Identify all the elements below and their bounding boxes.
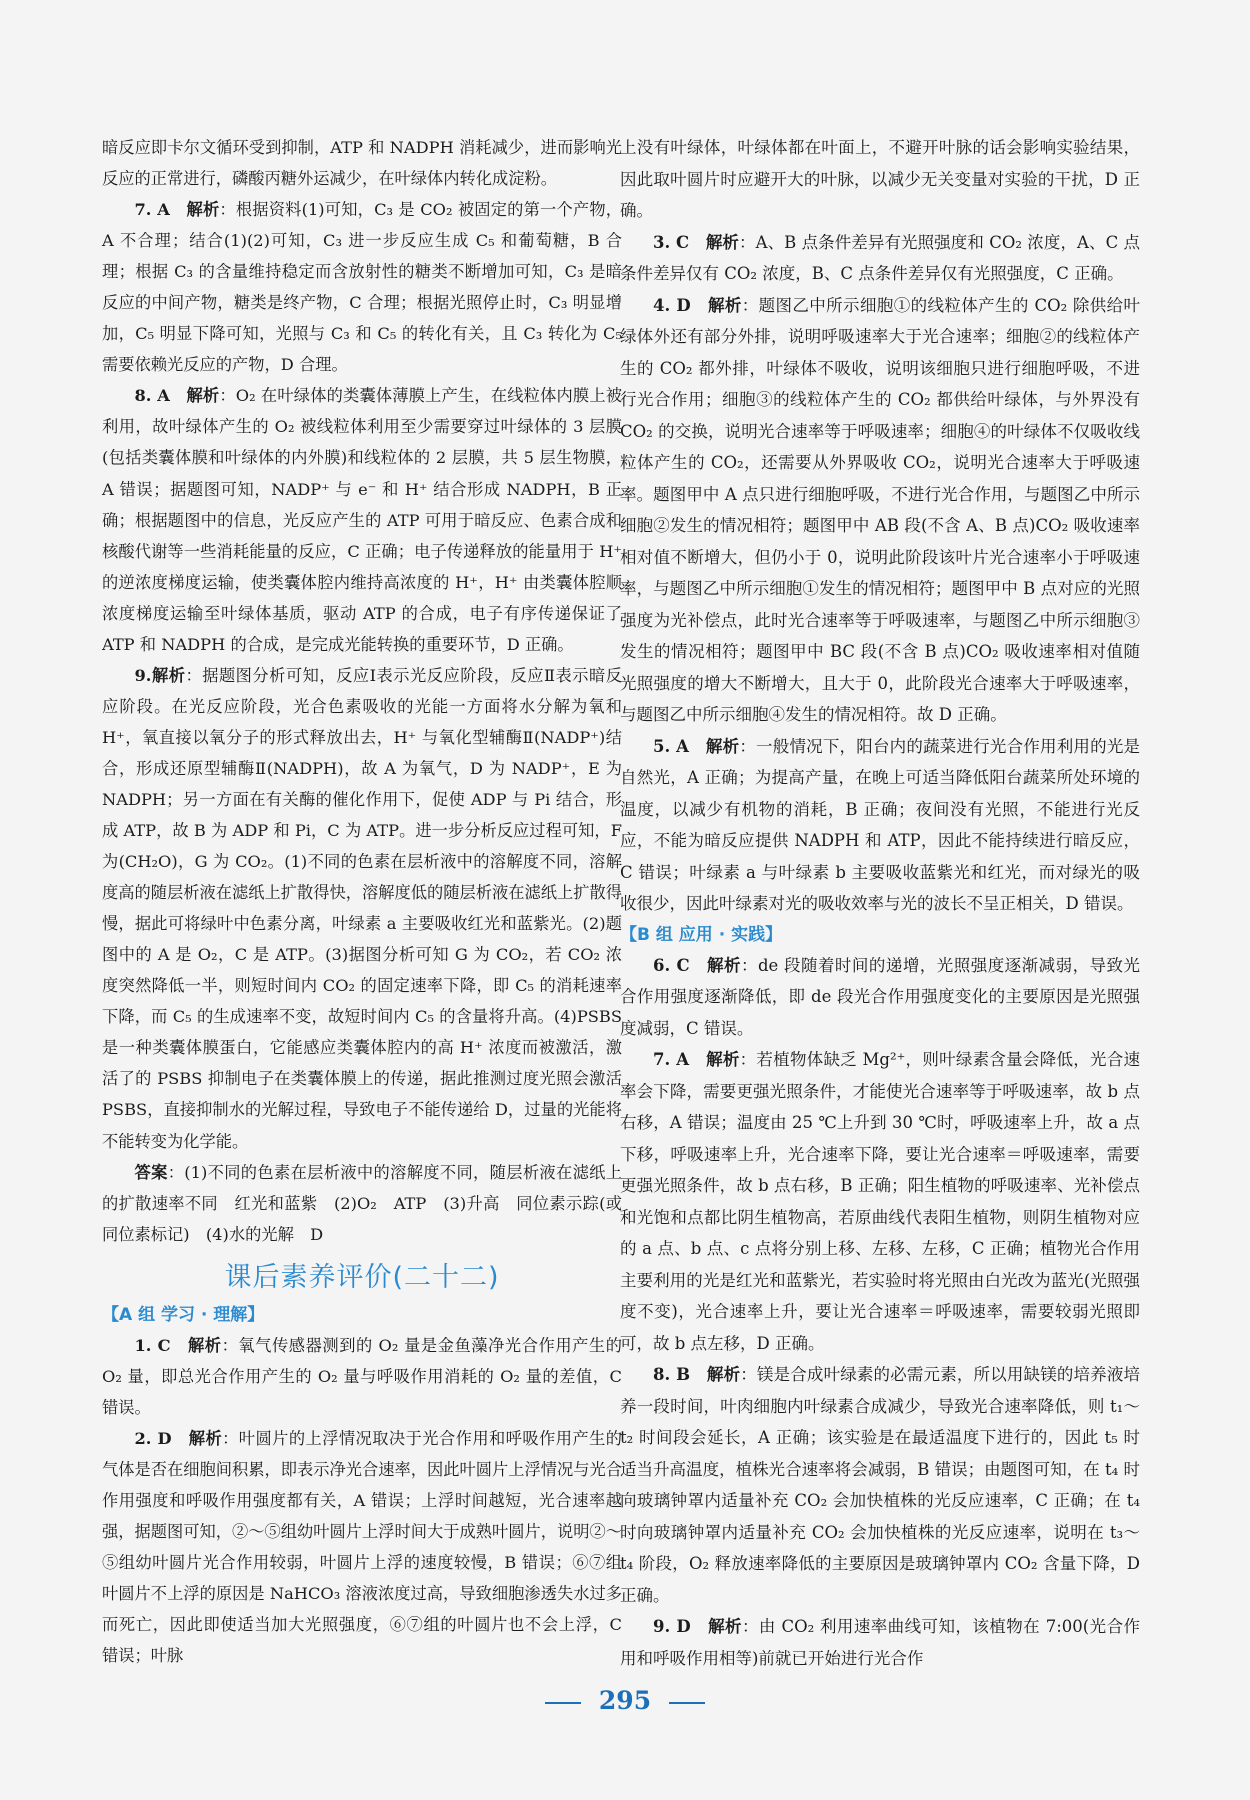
question-number: 9. bbox=[134, 665, 152, 685]
answer-a5 bbox=[620, 731, 1140, 920]
answer-b9 bbox=[620, 1611, 1140, 1674]
answer-8 bbox=[102, 380, 622, 659]
paragraph: 暗反应即卡尔文循环受到抑制，ATP 和 NADPH 消耗减少，进而影响光反应的正常进行，磷酸丙糖外运减少，在叶绿体内转化成淀粉。 bbox=[102, 138, 622, 189]
group-heading-text: B 组 应用 · 实践 bbox=[637, 924, 766, 945]
analysis-label: 解析 bbox=[708, 1617, 742, 1636]
page-number-dash bbox=[669, 1702, 705, 1704]
analysis-label: 解析 bbox=[186, 200, 220, 220]
answer-a4 bbox=[620, 290, 1140, 731]
group-heading-b: 【B 组 应用 · 实践】 bbox=[620, 924, 783, 945]
analysis-text: ：若植物体缺乏 Mg²⁺，则叶绿素含量会降低，光合速率会下降，需要更强光照条件，才能使光合速率等于呼吸速率，故 b 点右移，A 错误；温度由 25 ℃上升到 30 ℃时，呼吸速率上升，故 a 点下移，呼吸速率上升，光合速率下降，要让光合速率＝呼吸速率，需要更强光照条件，故 b 点右移，B 正确；阳生植物的呼吸速率、光补偿点和光饱和点都比阴生植物高，若原曲线代表阳生植物，则阴生植物对应的 a 点、b 点、c 点将分别上移、左移、左移，C 正确；植物光合作用主要利用的光是红光和蓝紫光，若实验时将光照由白光改为蓝光(光照强度不变)，光合速率上升，要让光合速率＝呼吸速率，需要较弱光照即可，故 b 点左移，D 正确。 bbox=[620, 1050, 1141, 1353]
question-number: 7. A bbox=[653, 1050, 690, 1069]
section-title: 课后素养评价(二十二) bbox=[224, 1261, 500, 1293]
analysis-label: 解析 bbox=[706, 1050, 740, 1069]
analysis-label: 解析 bbox=[188, 1428, 223, 1448]
question-number: 2. D bbox=[134, 1428, 172, 1448]
question-number: 8. B bbox=[653, 1365, 691, 1384]
analysis-label: 解析 bbox=[706, 1365, 741, 1384]
question-number: 9. D bbox=[653, 1617, 691, 1636]
analysis-label: 解析 bbox=[186, 386, 220, 406]
answer-7 bbox=[102, 194, 622, 380]
analysis-text: ：据题图分析可知，反应Ⅰ表示光反应阶段，反应Ⅱ表示暗反应阶段。在光反应阶段，光合色素吸收的光能一方面将水分解为氧和 H⁺，氧直接以氧分子的形式释放出去，H⁺ 与氧化型辅酶Ⅱ(NADP⁺)结合，形成还原型辅酶Ⅱ(NADPH)，故 A 为氧气，D 为 NADP⁺，E 为 NADPH；另一方面在有关酶的催化作用下，促使 ADP 与 Pi 结合，形成 ATP，故 B 为 ADP 和 Pi，C 为 ATP。进一步分析反应过程可知，F 为(CH₂O)，G 为 CO₂。(1)不同的色素在层析液中的溶解度不同，溶解度高的随层析液在滤纸上扩散得快，溶解度低的随层析液在滤纸上扩散得慢，据此可将绿叶中色素分离，叶绿素 a 主要吸收红光和蓝紫光。(2)题图中的 A 是 O₂，C 是 ATP。(3)据图分析可知 G 为 CO₂，若 CO₂ 浓度突然降低一半，则短时间内 CO₂ 的固定速率下降，即 C₅ 的消耗速率下降，而 C₅ 的生成速率不变，故短时间内 C₅ 的含量将升高。(4)PSBS 是一种类囊体膜蛋白，它能感应类囊体腔内的高 H⁺ 浓度而被激活，激活了的 PSBS 抑制电子在类囊体膜上的传递，据此推测过度光照会激活 PSBS，直接抑制水的光解过程，导致电子不能传递给 D，过量的光能将不能转变为化学能。 bbox=[102, 665, 622, 1151]
analysis-text: ：de 段随着时间的递增，光照强度逐渐减弱，导致光合作用强度逐渐降低，即 de 段光合作用强度变化的主要原因是光照强度减弱，C 错误。 bbox=[620, 955, 1140, 1038]
analysis-label: 解析 bbox=[705, 232, 739, 252]
page-number-text: 295 bbox=[598, 1686, 652, 1715]
question-number: 8. A bbox=[134, 386, 170, 406]
page-number-dash bbox=[545, 1702, 581, 1704]
answer-label: 答案 bbox=[134, 1162, 168, 1182]
analysis-label: 解析 bbox=[707, 295, 742, 315]
answer-b8 bbox=[620, 1359, 1140, 1611]
analysis-text: ：根据资料(1)可知，C₃ 是 CO₂ 被固定的第一个产物，A 不合理；结合(1)(2)可知，C₃ 进一步反应生成 C₅ 和葡萄糖，B 合理；根据 C₃ 的含量维持稳定而含放射性的糖类不断增加可知，C₃ 是暗反应的中间产物，糖类是终产物，C 合理；根据光照停止时，C₃ 明显增加，C₅ 明显下降可知，光照与 C₃ 和 C₅ 的转化有关，且 C₃ 转化为 C₅ 需要依赖光反应的产物，D 合理。 bbox=[102, 200, 623, 375]
question-number: 3. C bbox=[653, 232, 690, 252]
question-number: 1. C bbox=[134, 1335, 171, 1355]
group-heading-a: 【A 组 学习 · 理解】 bbox=[102, 1304, 265, 1325]
answer-a1 bbox=[102, 1330, 622, 1423]
question-number: 7. A bbox=[134, 200, 170, 220]
analysis-text: ：叶圆片的上浮情况取决于光合作用和呼吸作用产生的气体是否在细胞间积累，即表示净光合速率，因此叶圆片上浮情况与光合作用强度和呼吸作用强度都有关，A 错误；上浮时间越短，光合速率越强，据题图可知，②～⑤组幼叶圆片上浮时间大于成熟叶圆片，说明②～⑤组幼叶圆片光合作用较弱，叶圆片上浮的速度较慢，B 错误；⑥⑦组叶圆片不上浮的原因是 NaHCO₃ 溶液浓度过高，导致细胞渗透失水过多而死亡，因此即使适当加大光照强度，⑥⑦组的叶圆片也不会上浮，C 错误；叶脉 bbox=[102, 1428, 623, 1666]
analysis-text: ：题图乙中所示细胞①的线粒体产生的 CO₂ 除供给叶绿体外还有部分外排，说明呼吸速率大于光合速率；细胞②的线粒体产生的 CO₂ 都外排，叶绿体不吸收，说明该细胞只进行细胞呼吸，不进行光合作用；细胞③的线粒体产生的 CO₂ 都供给叶绿体，与外界没有 CO₂ 的交换，说明光合速率等于呼吸速率；细胞④的叶绿体不仅吸收线粒体产生的 CO₂，还需要从外界吸收 CO₂，说明光合速率大于呼吸速率。题图甲中 A 点只进行细胞呼吸，不进行光合作用，与题图乙中所示细胞②发生的情况相符；题图甲中 AB 段(不含 A、B 点)CO₂ 吸收速率相对值不断增大，但仍小于 0，说明此阶段该叶片光合速率小于呼吸速率，与题图乙中所示细胞①发生的情况相符；题图甲中 B 点对应的光照强度为光补偿点，此时光合速率等于呼吸速率，与题图乙中所示细胞③发生的情况相符；题图甲中 BC 段(不含 B 点)CO₂ 吸收速率相对值随光照强度的增大不断增大，且大于 0，此阶段光合速率大于呼吸速率，与题图乙中所示细胞④发生的情况相符。故 D 正确。 bbox=[620, 295, 1141, 724]
right-column bbox=[620, 132, 1140, 1674]
analysis-label: 解析 bbox=[151, 665, 186, 685]
analysis-text: ：镁是合成叶绿素的必需元素，所以用缺镁的培养液培养一段时间，叶肉细胞内叶绿素合成减少，导致光合速率降低，则 t₁～t₂ 时间段会延长，A 正确；该实验是在最适温度下进行的，因此 t₅ 时适当升高温度，植株光合速率将会减弱，B 错误；由题图可知，在 t₄ 时向玻璃钟罩内适量补充 CO₂ 会加快植株的光反应速率，C 正确；在 t₄ 时向玻璃钟罩内适量补充 CO₂ 会加快植株的光反应速率，说明在 t₃～t₄ 阶段，O₂ 释放速率降低的主要原因是玻璃钟罩内 CO₂ 含量下降，D 正确。 bbox=[620, 1365, 1141, 1605]
analysis-text: ：O₂ 在叶绿体的类囊体薄膜上产生，在线粒体内膜上被利用，故叶绿体产生的 O₂ 被线粒体利用至少需要穿过叶绿体的 3 层膜(包括类囊体膜和叶绿体的内外膜)和线粒体的 2 层膜，共 5 层生物膜，A 错误；据题图可知，NADP⁺ 与 e⁻ 和 H⁺ 结合形成 NADPH，B 正确；根据题图中的信息，光反应产生的 ATP 可用于暗反应、色素合成和核酸代谢等一些消耗能量的反应，C 正确；电子传递释放的能量用于 H⁺ 的逆浓度梯度运输，使类囊体腔内维持高浓度的 H⁺，H⁺ 由类囊体腔顺浓度梯度运输至叶绿体基质，驱动 ATP 的合成，电子有序传递保证了 ATP 和 NADPH 的合成，是完成光能转换的重要环节，D 正确。 bbox=[102, 386, 623, 654]
analysis-text: ：由 CO₂ 利用速率曲线可知，该植物在 7:00(光合作用和呼吸作用相等)前就已开始进行光合作 bbox=[620, 1617, 1141, 1668]
answer-9 bbox=[102, 660, 622, 1157]
left-column bbox=[102, 132, 622, 1671]
question-number: 4. D bbox=[653, 295, 691, 315]
analysis-label: 解析 bbox=[707, 955, 741, 975]
answer-b7 bbox=[620, 1044, 1140, 1359]
answer-text: ：(1)不同的色素在层析液中的溶解度不同，随层析液在滤纸上的扩散速率不同 红光和蓝紫 (2)O₂ ATP (3)升高 同位素示踪(或同位素标记) (4)水的光解 D bbox=[102, 1162, 623, 1244]
question-number: 6. C bbox=[653, 955, 690, 975]
answer-b6 bbox=[620, 950, 1140, 1045]
page-number bbox=[0, 1686, 1250, 1715]
question-number: 5. A bbox=[653, 736, 689, 756]
analysis-label: 解析 bbox=[705, 736, 740, 756]
final-answer bbox=[102, 1157, 622, 1250]
answer-a3 bbox=[620, 227, 1140, 290]
group-heading-text: A 组 学习 · 理解 bbox=[119, 1304, 248, 1325]
analysis-label: 解析 bbox=[187, 1335, 222, 1355]
answer-a2 bbox=[102, 1423, 622, 1671]
paragraph: 上没有叶绿体，叶绿体都在叶面上，不避开叶脉的话会影响实验结果，因此取叶圆片时应避开大的叶脉，以减少无关变量对实验的干扰，D 正确。 bbox=[620, 138, 1140, 220]
analysis-text: ：A、B 点条件差异有光照强度和 CO₂ 浓度，A、C 点条件差异仅有 CO₂ 浓度，B、C 点条件差异仅有光照强度，C 正确。 bbox=[620, 232, 1141, 283]
analysis-text: ：一般情况下，阳台内的蔬菜进行光合作用利用的光是自然光，A 正确；为提高产量，在晚上可适当降低阳台蔬菜所处环境的温度，以减少有机物的消耗，B 正确；夜间没有光照，不能进行光反应，不能为暗反应提供 NADPH 和 ATP，因此不能持续进行暗反应，C 错误；叶绿素 a 与叶绿素 b 主要吸收蓝紫光和红光，而对绿光的吸收很少，因此叶绿素对光的吸收效率与光的波长不呈正相关，D 错误。 bbox=[620, 736, 1141, 913]
analysis-text: ：氧气传感器测到的 O₂ 量是金鱼藻净光合作用产生的 O₂ 量，即总光合作用产生的 O₂ 量与呼吸作用消耗的 O₂ 量的差值，C 错误。 bbox=[102, 1335, 622, 1417]
